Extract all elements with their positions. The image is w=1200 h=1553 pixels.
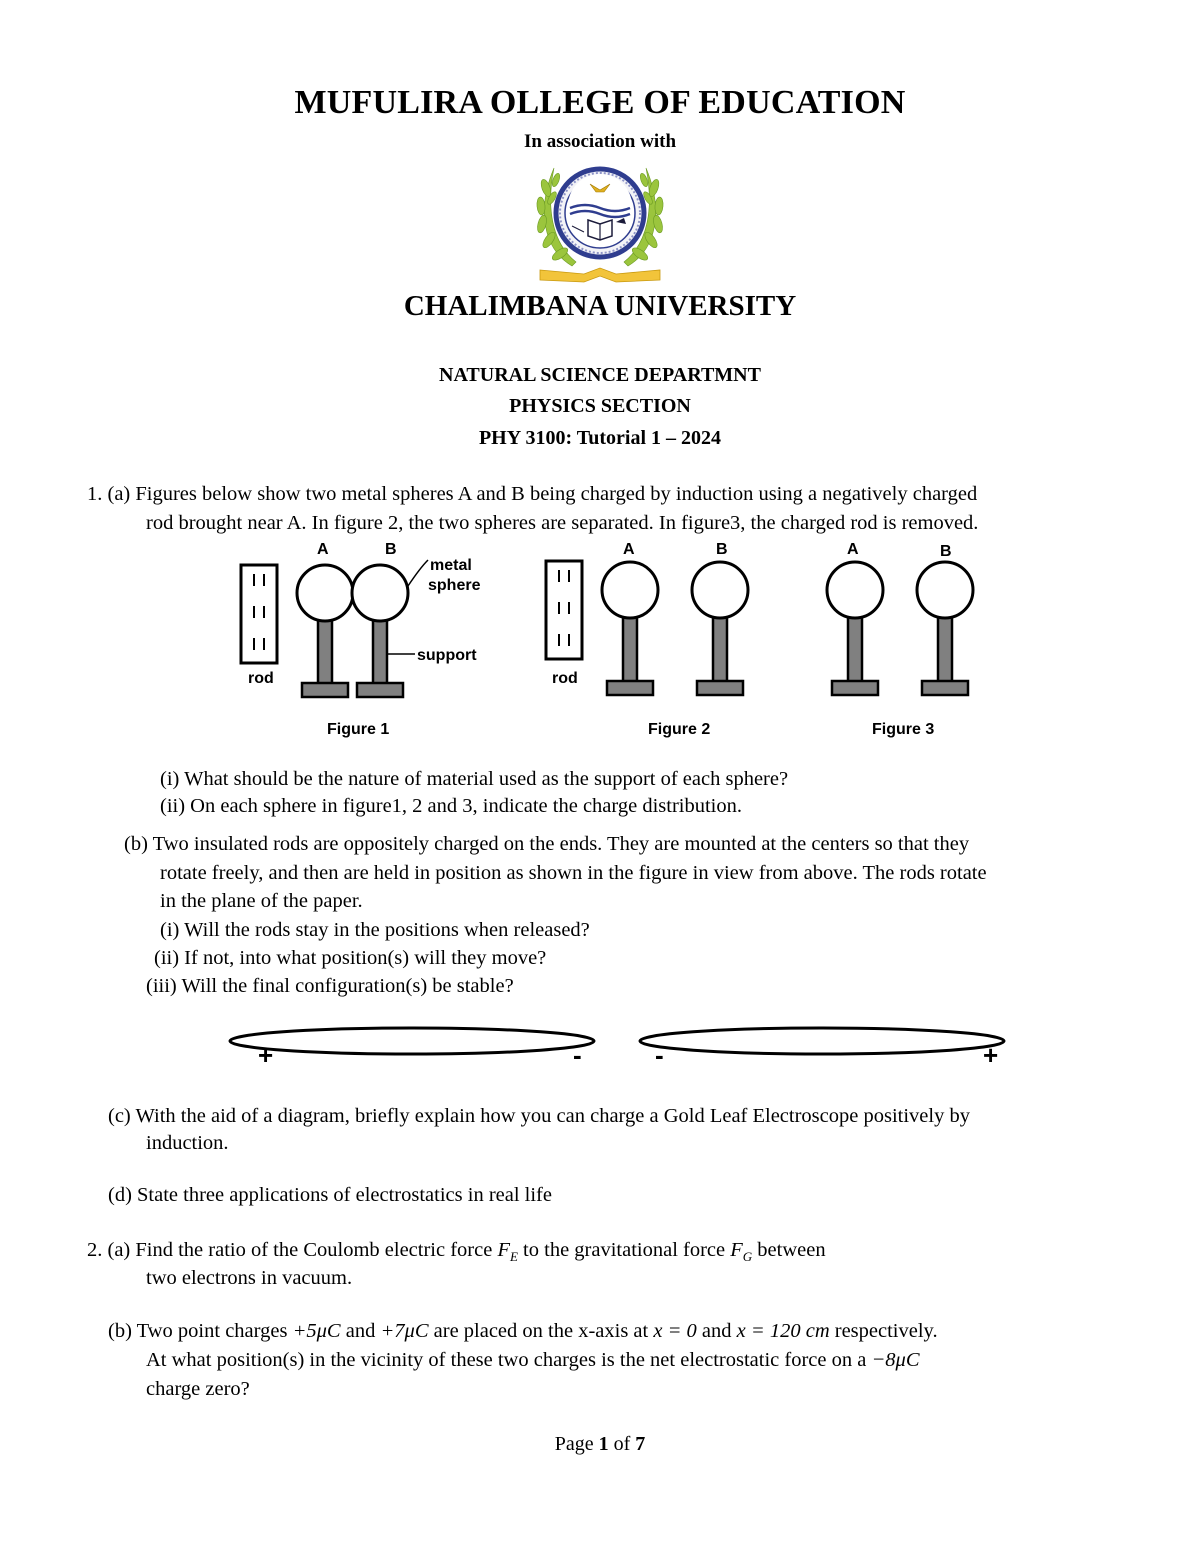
- q1a-line1: 1. (a) Figures below show two metal spheres A and B being charged by induction using a negatively charged: [87, 483, 978, 505]
- left-rod: [230, 1028, 594, 1054]
- support-label: support: [417, 647, 477, 664]
- q1b-line1: (b) Two insulated rods are oppositely charged on the ends. They are mounted at the centers so that they: [124, 833, 970, 855]
- right-rod-minus: -: [655, 1040, 664, 1070]
- fig2-rod-label: rod: [552, 670, 578, 687]
- induction-figures: [230, 538, 990, 744]
- charged-rods-diagram: [226, 1022, 1026, 1072]
- fig3-label-b: B: [940, 543, 952, 560]
- left-rod-plus: +: [258, 1040, 274, 1070]
- q2b-line2: At what position(s) in the vicinity of these two charges is the net electrostatic force on a −8μC: [146, 1349, 920, 1371]
- q1c-line1: (c) With the aid of a diagram, briefly explain how you can charge a Gold Leaf Electroscope positively by: [108, 1105, 970, 1127]
- fig1-rod: [241, 565, 277, 663]
- q2b-line3: charge zero?: [146, 1378, 250, 1400]
- q1b-ii: (ii) If not, into what position(s) will they move?: [154, 947, 547, 969]
- right-rod-plus: +: [983, 1040, 999, 1070]
- sphere-label: sphere: [428, 577, 481, 594]
- q1b-line2: rotate freely, and then are held in position as shown in the figure in view from above. The rods rotate: [160, 862, 987, 884]
- q1b-iii: (iii) Will the final configuration(s) be stable?: [146, 975, 514, 997]
- university-name: CHALIMBANA UNIVERSITY: [403, 290, 797, 322]
- page-number: Page 1 of 7: [554, 1433, 646, 1455]
- university-logo: [532, 158, 668, 283]
- fig2-label-a: A: [623, 541, 635, 558]
- q1a-line2: rod brought near A. In figure 2, the two spheres are separated. In figure3, the charged rod is removed.: [146, 512, 979, 534]
- section-name: PHYSICS SECTION: [509, 395, 691, 417]
- q1c-line2: induction.: [146, 1132, 229, 1154]
- q1a-ii: (ii) On each sphere in figure1, 2 and 3, indicate the charge distribution.: [160, 795, 742, 817]
- q1a-i: (i) What should be the nature of material used as the support of each sphere?: [160, 768, 789, 790]
- q2a-line2: two electrons in vacuum.: [146, 1267, 353, 1289]
- left-rod-minus: -: [573, 1040, 582, 1070]
- q1b-i: (i) Will the rods stay in the positions when released?: [160, 919, 590, 941]
- fig3-label-a: A: [847, 541, 859, 558]
- department-name: NATURAL SCIENCE DEPARTMNT: [439, 364, 761, 386]
- association-text: In association with: [523, 131, 677, 152]
- fig2-rod: [546, 561, 582, 659]
- q2a-line1: 2. (a) Find the ratio of the Coulomb electric force $F_E$ to the gravitational force $F_G$ between: [87, 1239, 826, 1265]
- metal-label: metal: [430, 557, 472, 574]
- fig2-label-b: B: [716, 541, 728, 558]
- fig1-label-b: B: [385, 541, 397, 558]
- right-rod: [640, 1028, 1004, 1054]
- figure1-caption: Figure 1: [327, 721, 390, 738]
- fig1-label-a: A: [317, 541, 329, 558]
- page-title: MUFULIRA OLLEGE OF EDUCATION: [294, 84, 906, 121]
- course-title: PHY 3100: Tutorial 1 – 2024: [478, 427, 722, 449]
- q1b-line3: in the plane of the paper.: [160, 890, 363, 912]
- figure2-caption: Figure 2: [648, 721, 711, 738]
- q1d: (d) State three applications of electrostatics in real life: [108, 1184, 552, 1206]
- q2b-line1: (b) Two point charges +5μC and +7μC are placed on the x-axis at x = 0 and x = 120 cm respectively.: [108, 1320, 938, 1342]
- figure3-caption: Figure 3: [872, 721, 935, 738]
- fig1-rod-label: rod: [248, 670, 274, 687]
